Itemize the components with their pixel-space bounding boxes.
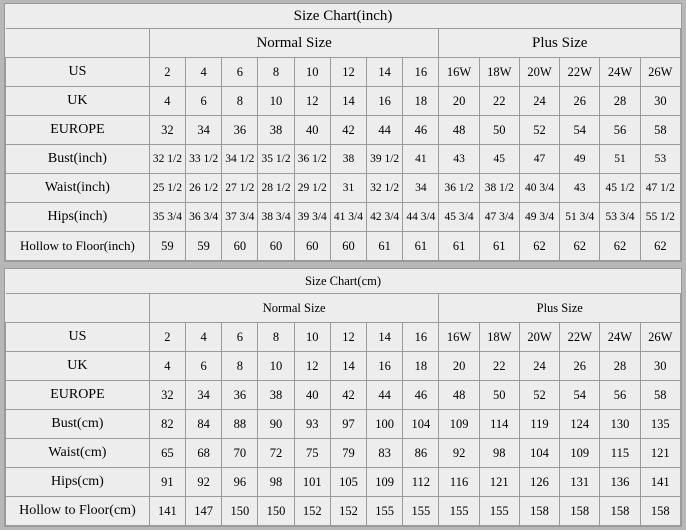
cell: 28: [600, 87, 640, 116]
cell: 54: [560, 116, 600, 145]
cell: 82: [149, 410, 185, 439]
cell: 96: [222, 468, 258, 497]
cell: 38: [258, 116, 294, 145]
chart-title: Size Chart(cm): [6, 269, 681, 294]
cell: 112: [403, 468, 439, 497]
cell: 16: [367, 352, 403, 381]
cell: 25 1/2: [149, 174, 185, 203]
cell: 28: [600, 352, 640, 381]
table-row: [6, 232, 681, 261]
cell: 39 1/2: [367, 145, 403, 174]
table-row: [6, 497, 681, 526]
chart-title-row: [6, 4, 681, 29]
cell: 52: [519, 116, 559, 145]
cell: 32: [149, 381, 185, 410]
row-label-bust: Bust(cm): [6, 410, 150, 439]
cell: 36: [222, 116, 258, 145]
cell: 34 1/2: [222, 145, 258, 174]
cell: 34: [186, 116, 222, 145]
cell: 131: [560, 468, 600, 497]
cell: 4: [149, 87, 185, 116]
cell: 115: [600, 439, 640, 468]
cell: 32 1/2: [367, 174, 403, 203]
cell: 60: [258, 232, 294, 261]
row-label-hollow-to-floor: Hollow to Floor(inch): [6, 232, 150, 261]
cell: 16: [403, 323, 439, 352]
cell: 86: [403, 439, 439, 468]
cell: 155: [479, 497, 519, 526]
cell: 6: [186, 352, 222, 381]
cell: 22W: [560, 323, 600, 352]
cell: 109: [560, 439, 600, 468]
cell: 30: [640, 352, 680, 381]
table-row: [6, 87, 681, 116]
cell: 42: [330, 116, 366, 145]
cell: 40: [294, 381, 330, 410]
cell: 26W: [640, 323, 680, 352]
cell: 50: [479, 381, 519, 410]
cell: 35 1/2: [258, 145, 294, 174]
cell: 101: [294, 468, 330, 497]
cell: 38 1/2: [479, 174, 519, 203]
cell: 36 3/4: [186, 203, 222, 232]
cell: 62: [519, 232, 559, 261]
row-label-waist: Waist(inch): [6, 174, 150, 203]
row-label-us: US: [6, 323, 150, 352]
cell: 59: [186, 232, 222, 261]
row-label-us: US: [6, 58, 150, 87]
cell: 18: [403, 352, 439, 381]
cell: 92: [439, 439, 479, 468]
cell: 47 1/2: [640, 174, 680, 203]
cell: 105: [330, 468, 366, 497]
cell: 41 3/4: [330, 203, 366, 232]
cell: 92: [186, 468, 222, 497]
cell: 55 1/2: [640, 203, 680, 232]
cell: 30: [640, 87, 680, 116]
cell: 36 1/2: [294, 145, 330, 174]
cell: 4: [149, 352, 185, 381]
cell: 136: [600, 468, 640, 497]
cell: 61: [439, 232, 479, 261]
row-label-europe: EUROPE: [6, 381, 150, 410]
cell: 48: [439, 381, 479, 410]
cell: 18: [403, 87, 439, 116]
cell: 72: [258, 439, 294, 468]
cell: 14: [330, 352, 366, 381]
cell: 14: [367, 323, 403, 352]
size-chart-cm: [4, 268, 682, 527]
cell: 22: [479, 87, 519, 116]
cell: 29 1/2: [294, 174, 330, 203]
cell: 88: [222, 410, 258, 439]
cell: 68: [186, 439, 222, 468]
group-header-row: [6, 294, 681, 323]
cell: 10: [258, 352, 294, 381]
table-row: [6, 468, 681, 497]
cell: 56: [600, 116, 640, 145]
size-chart-inch-table: [5, 4, 681, 261]
cell: 18W: [479, 58, 519, 87]
table-row: [6, 410, 681, 439]
table-row: [6, 203, 681, 232]
table-row: [6, 174, 681, 203]
cell: 10: [294, 58, 330, 87]
cell: 6: [222, 58, 258, 87]
cell: 26: [560, 352, 600, 381]
cell: 32 1/2: [149, 145, 185, 174]
cell: 27 1/2: [222, 174, 258, 203]
cell: 90: [258, 410, 294, 439]
cell: 44: [367, 116, 403, 145]
cell: 26: [560, 87, 600, 116]
cell: 158: [600, 497, 640, 526]
cell: 20: [439, 352, 479, 381]
cell: 40: [294, 116, 330, 145]
cell: 16: [367, 87, 403, 116]
cell: 8: [222, 352, 258, 381]
cell: 45 3/4: [439, 203, 479, 232]
cell: 24: [519, 352, 559, 381]
table-row: [6, 116, 681, 145]
cell: 62: [600, 232, 640, 261]
cell: 49: [560, 145, 600, 174]
size-chart-cm-table: [5, 269, 681, 526]
cell: 38: [330, 145, 366, 174]
cell: 50: [479, 116, 519, 145]
cell: 46: [403, 381, 439, 410]
cell: 4: [186, 323, 222, 352]
cell: 39 3/4: [294, 203, 330, 232]
cell: 35 3/4: [149, 203, 185, 232]
cell: 26 1/2: [186, 174, 222, 203]
cell: 26W: [640, 58, 680, 87]
cell: 147: [186, 497, 222, 526]
cell: 93: [294, 410, 330, 439]
group-plus-size: Plus Size: [439, 294, 681, 323]
cell: 51 3/4: [560, 203, 600, 232]
cell: 114: [479, 410, 519, 439]
cell: 20: [439, 87, 479, 116]
group-normal-size: Normal Size: [149, 294, 439, 323]
cell: 70: [222, 439, 258, 468]
cell: 42 3/4: [367, 203, 403, 232]
cell: 126: [519, 468, 559, 497]
cell: 24: [519, 87, 559, 116]
cell: 12: [294, 87, 330, 116]
cell: 152: [330, 497, 366, 526]
cell: 62: [640, 232, 680, 261]
group-normal-size: Normal Size: [149, 29, 439, 58]
cell: 4: [186, 58, 222, 87]
cell: 22: [479, 352, 519, 381]
cell: 8: [222, 87, 258, 116]
cell: 12: [330, 58, 366, 87]
cell: 6: [186, 87, 222, 116]
cell: 59: [149, 232, 185, 261]
cell: 2: [149, 58, 185, 87]
cell: 36 1/2: [439, 174, 479, 203]
cell: 75: [294, 439, 330, 468]
row-label-uk: UK: [6, 87, 150, 116]
cell: 44 3/4: [403, 203, 439, 232]
cell: 121: [640, 439, 680, 468]
cell: 124: [560, 410, 600, 439]
cell: 135: [640, 410, 680, 439]
cell: 20W: [519, 323, 559, 352]
cell: 16W: [439, 58, 479, 87]
cell: 41: [403, 145, 439, 174]
cell: 45 1/2: [600, 174, 640, 203]
cell: 43: [560, 174, 600, 203]
cell: 12: [330, 323, 366, 352]
cell: 130: [600, 410, 640, 439]
group-header-row: [6, 29, 681, 58]
cell: 49 3/4: [519, 203, 559, 232]
row-label-hips: Hips(cm): [6, 468, 150, 497]
row-label-waist: Waist(cm): [6, 439, 150, 468]
chart-title: Size Chart(inch): [6, 4, 681, 29]
cell: 141: [640, 468, 680, 497]
cell: 24W: [600, 58, 640, 87]
table-row: [6, 352, 681, 381]
cell: 20W: [519, 58, 559, 87]
cell: 37 3/4: [222, 203, 258, 232]
cell: 53: [640, 145, 680, 174]
row-label-uk: UK: [6, 352, 150, 381]
cell: 58: [640, 381, 680, 410]
cell: 54: [560, 381, 600, 410]
cell: 47: [519, 145, 559, 174]
cell: 8: [258, 58, 294, 87]
cell: 38 3/4: [258, 203, 294, 232]
cell: 22W: [560, 58, 600, 87]
cell: 98: [479, 439, 519, 468]
cell: 104: [403, 410, 439, 439]
cell: 104: [519, 439, 559, 468]
cell: 158: [640, 497, 680, 526]
cell: 52: [519, 381, 559, 410]
cell: 61: [479, 232, 519, 261]
cell: 61: [403, 232, 439, 261]
cell: 42: [330, 381, 366, 410]
chart-title-row: [6, 269, 681, 294]
row-label-bust: Bust(inch): [6, 145, 150, 174]
table-row: [6, 145, 681, 174]
cell: 155: [439, 497, 479, 526]
cell: 24W: [600, 323, 640, 352]
cell: 84: [186, 410, 222, 439]
cell: 48: [439, 116, 479, 145]
row-label-hollow-to-floor: Hollow to Floor(cm): [6, 497, 150, 526]
cell: 119: [519, 410, 559, 439]
cell: 44: [367, 381, 403, 410]
cell: 97: [330, 410, 366, 439]
cell: 79: [330, 439, 366, 468]
cell: 10: [294, 323, 330, 352]
cell: 150: [258, 497, 294, 526]
cell: 14: [367, 58, 403, 87]
cell: 58: [640, 116, 680, 145]
cell: 47 3/4: [479, 203, 519, 232]
cell: 61: [367, 232, 403, 261]
table-row: [6, 323, 681, 352]
cell: 116: [439, 468, 479, 497]
cell: 155: [403, 497, 439, 526]
cell: 36: [222, 381, 258, 410]
cell: 16W: [439, 323, 479, 352]
table-row: [6, 381, 681, 410]
cell: 8: [258, 323, 294, 352]
cell: 51: [600, 145, 640, 174]
cell: 109: [439, 410, 479, 439]
cell: 14: [330, 87, 366, 116]
cell: 16: [403, 58, 439, 87]
row-label-europe: EUROPE: [6, 116, 150, 145]
cell: 46: [403, 116, 439, 145]
table-row: [6, 58, 681, 87]
cell: 40 3/4: [519, 174, 559, 203]
cell: 100: [367, 410, 403, 439]
cell: 83: [367, 439, 403, 468]
cell: 6: [222, 323, 258, 352]
cell: 45: [479, 145, 519, 174]
cell: 62: [560, 232, 600, 261]
cell: 33 1/2: [186, 145, 222, 174]
cell: 18W: [479, 323, 519, 352]
cell: 34: [186, 381, 222, 410]
row-label-hips: Hips(inch): [6, 203, 150, 232]
cell: 150: [222, 497, 258, 526]
cell: 60: [330, 232, 366, 261]
cell: 98: [258, 468, 294, 497]
group-plus-size: Plus Size: [439, 29, 681, 58]
size-chart-inch: [4, 3, 682, 262]
cell: 60: [294, 232, 330, 261]
cell: 60: [222, 232, 258, 261]
cell: 91: [149, 468, 185, 497]
corner-cell: [6, 29, 150, 58]
cell: 158: [519, 497, 559, 526]
cell: 109: [367, 468, 403, 497]
cell: 155: [367, 497, 403, 526]
table-row: [6, 439, 681, 468]
cell: 121: [479, 468, 519, 497]
cell: 2: [149, 323, 185, 352]
cell: 10: [258, 87, 294, 116]
cell: 43: [439, 145, 479, 174]
cell: 152: [294, 497, 330, 526]
corner-cell: [6, 294, 150, 323]
cell: 53 3/4: [600, 203, 640, 232]
cell: 12: [294, 352, 330, 381]
cell: 31: [330, 174, 366, 203]
cell: 38: [258, 381, 294, 410]
cell: 32: [149, 116, 185, 145]
cell: 158: [560, 497, 600, 526]
cell: 56: [600, 381, 640, 410]
cell: 141: [149, 497, 185, 526]
cell: 34: [403, 174, 439, 203]
cell: 28 1/2: [258, 174, 294, 203]
cell: 65: [149, 439, 185, 468]
